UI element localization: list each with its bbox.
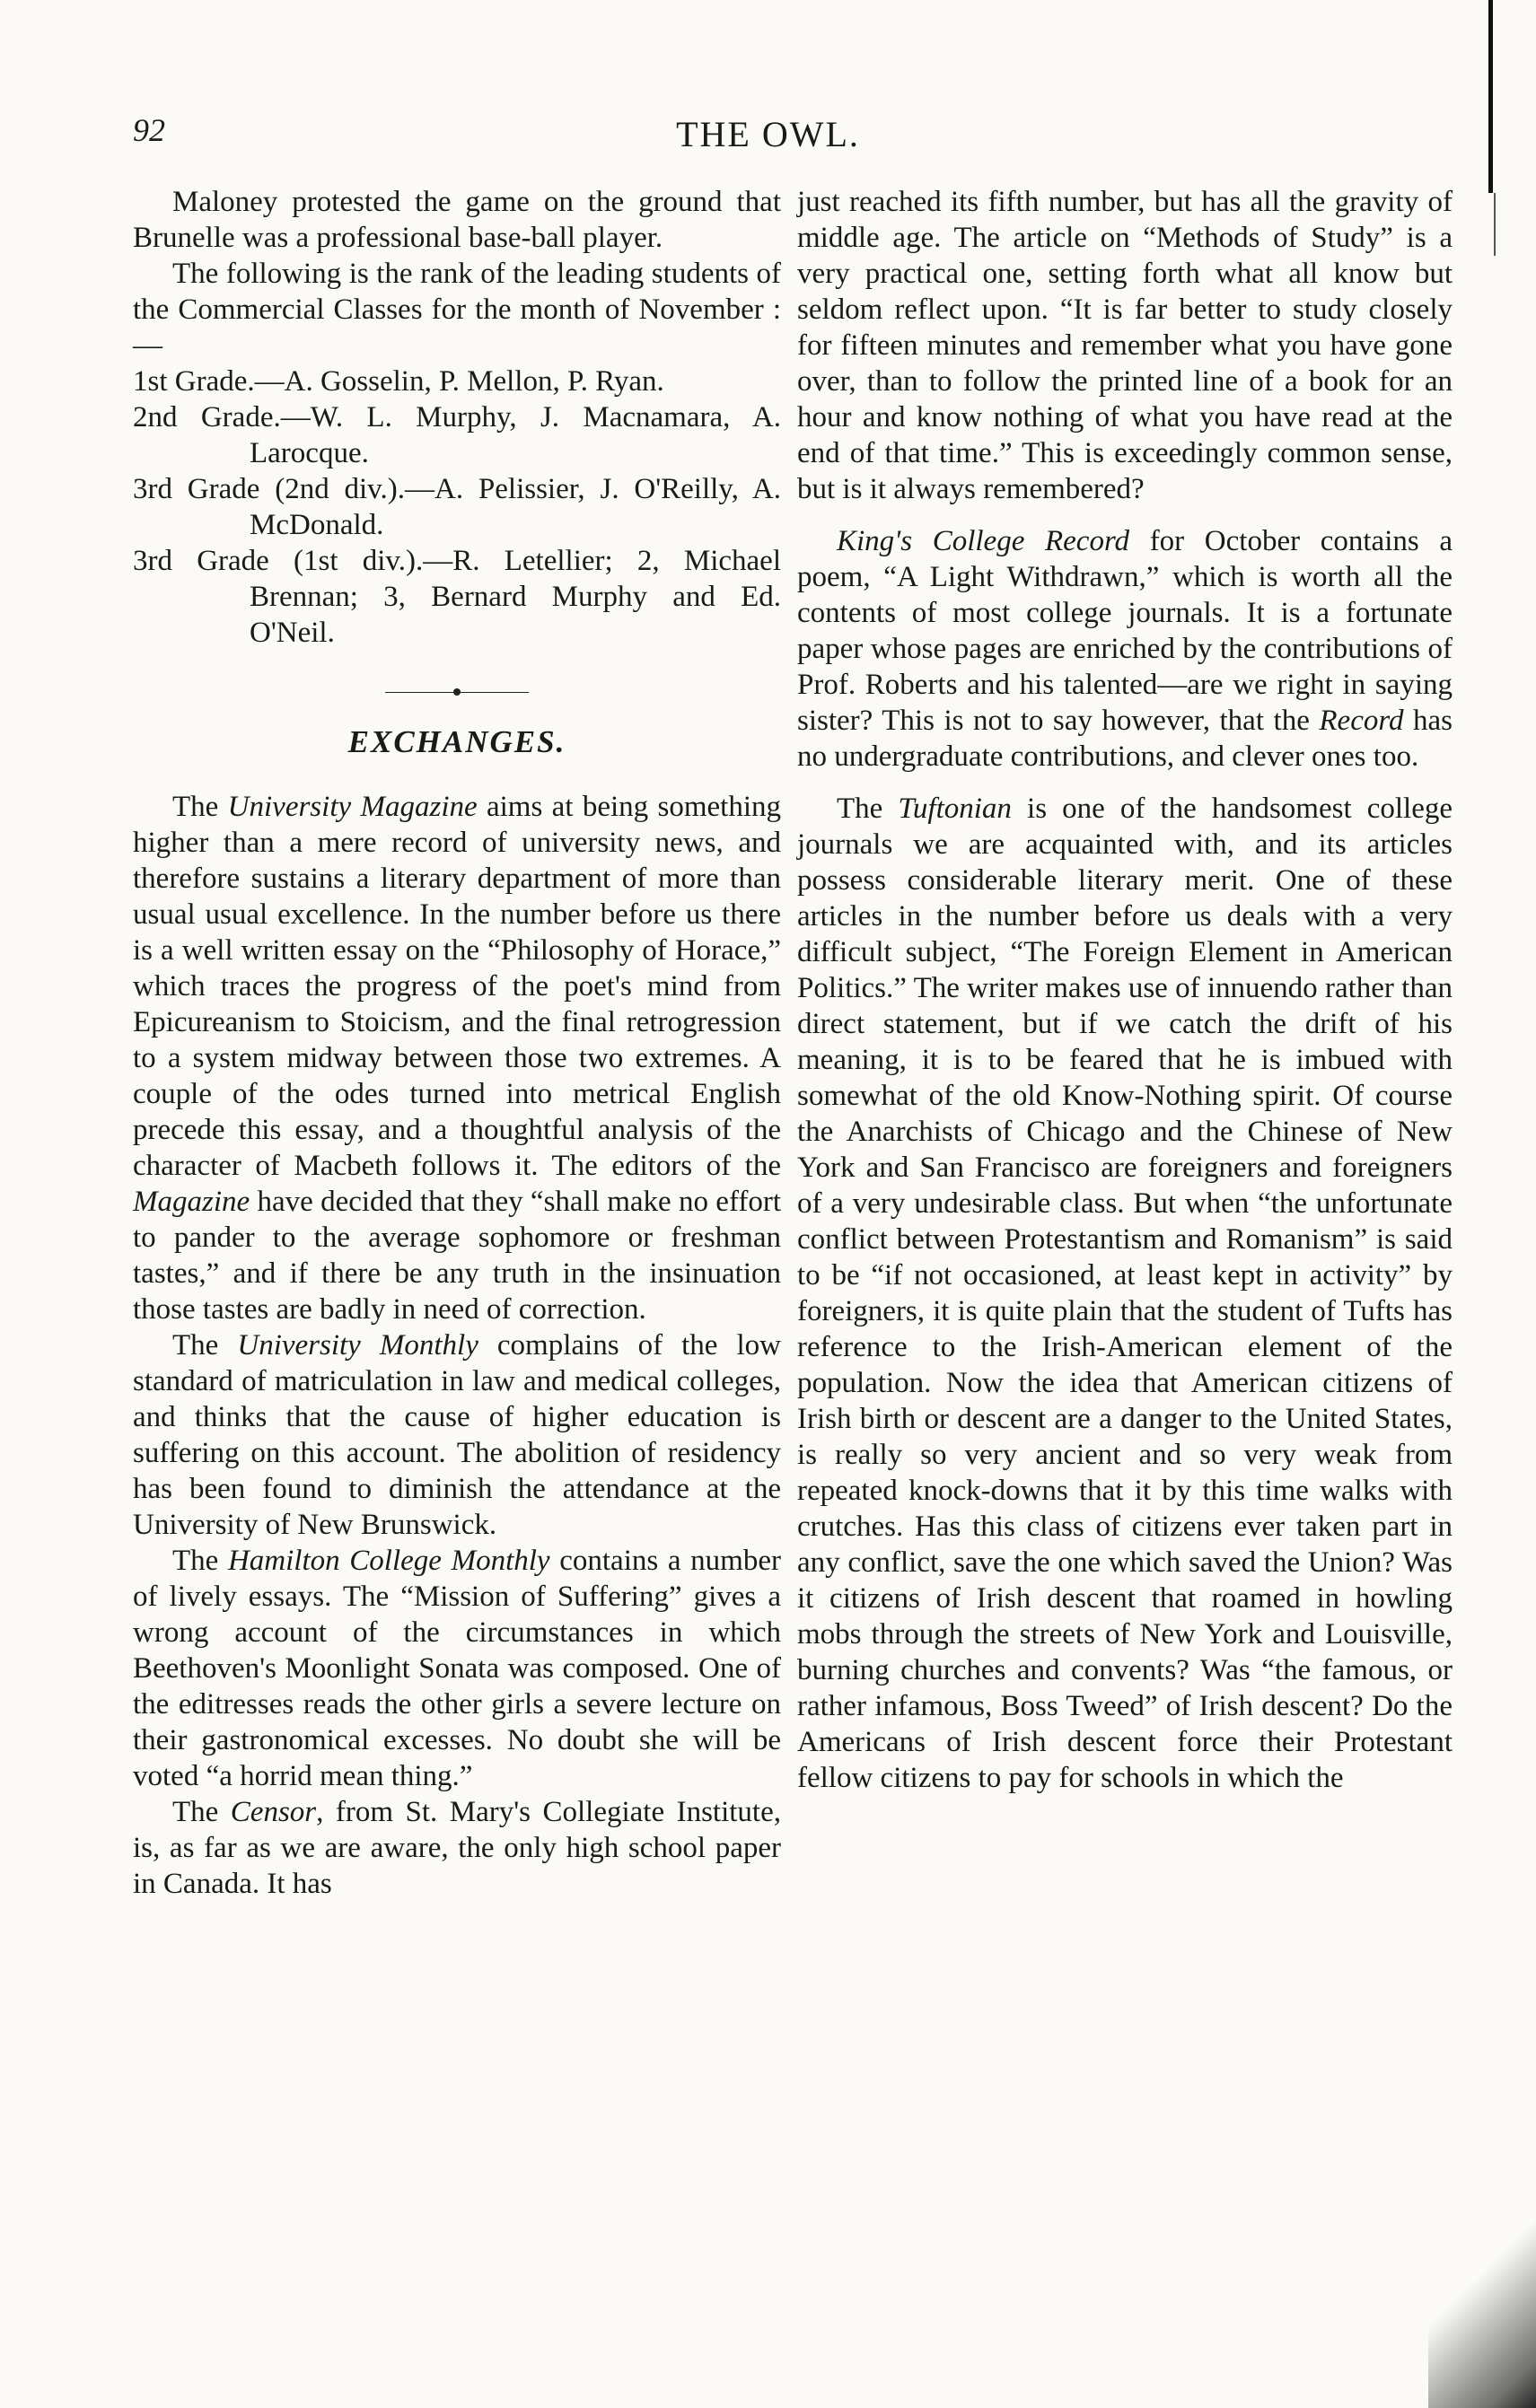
publication-title: Tuftonian: [898, 792, 1012, 825]
publication-title: Hamilton College Monthly: [227, 1545, 550, 1577]
grade-item: 3rd Grade (2nd div.).—A. Pelissier, J. O'Reilly, A. McDonald.: [133, 473, 781, 541]
section-divider: [385, 687, 529, 699]
page-corner-shadow: [1428, 2202, 1536, 2408]
grade-item: 3rd Grade (1st div.).—R. Letellier; 2, Michael Brennan; 3, Bernard Murphy and Ed. O'Neil.: [133, 545, 781, 649]
paragraph-protest: Maloney protested the game on the ground that Brunelle was a professional base-ball player.: [133, 186, 781, 254]
paragraph-university-monthly: The University Monthly complains of the low standard of matriculation in law and medical colleges, and thinks that the cause of higher education is suffering on this account. The abolition of residency has been found to diminish the attendance at the University of New Brunswick.: [133, 1329, 782, 1541]
page-number: 92: [133, 112, 165, 148]
paragraph-kings-college-record: King's College Record for October contains a poem, “A Light Withdrawn,” which is worth all the contents of most college journals. It is a fortunate paper whose pages are enriched by the contributions of Prof. Roberts and his talented—are we right in saying sister? This is not to say however, that the Record has no undergraduate contributions, and clever ones too.: [797, 525, 1453, 773]
paragraph-tuftonian: The Tuftonian is one of the handsomest college journals we are acquainted with, and its articles possess considerable literary merit. One of these articles in the number before us deals with a very difficult subject, “The Foreign Element in American Politics.” The writer makes use of innuendo rather than direct statement, but if we catch the drift of his meaning, it is to be feared that he is imbued with somewhat of the old Know-Nothing spirit. Of course the Anarchists of Chicago and the Chinese of New York and San Francisco are foreigners and foreigners of a very undesirable class. But when “the unfortunate conflict between Protestantism and Romanism” is said to be “if not occasioned, at least kept in activity” by foreigners, it is quite plain that the student of Tufts has reference to the Irish-American element of the population. Now the idea that American citizens of Irish birth or descent are a danger to the United States, is really so very ancient and so very weak from repeated knock-downs that it by this time walks with crutches. Has this class of citizens ever taken part in any conflict, save the one which saved the Union? Was it citizens of Irish descent that roamed in howling mobs through the streets of New York and Louisville, burning churches and convents? Was “the famous, or rather infamous, Boss Tweed” of Irish descent? Do the Americans of Irish descent force their Protestant fellow citizens to pay for schools in which the: [797, 792, 1453, 1794]
paragraph-censor: The Censor, from St. Mary's Collegiate Institute, is, as far as we are aware, the only high school paper in Canada. It has: [133, 1796, 781, 1900]
page-edge-rule: [1494, 193, 1496, 256]
running-title: THE OWL.: [676, 114, 860, 154]
paragraph-university-magazine: The University Magazine aims at being something higher than a mere record of university news, and therefore sustains a literary department of more than usual usual excellence. In the number before us there is a well written essay on the “Philosophy of Horace,” which traces the progress of the poet's mind from Epicureanism to Stoicism, and the final retrogression to a system midway between those two extremes. A couple of the odes turned into metrical English precede this essay, and a thoughtful analysis of the character of Macbeth follows it. The editors of the Magazine have decided that they “shall make no effort to pander to the average sophomore or freshman tastes,” and if there be any truth in the insinuation those tastes are badly in need of correction.: [133, 791, 782, 1326]
paragraph-rank-intro: The following is the rank of the leading students of the Commercial Classes for the month of November :—: [133, 258, 781, 362]
paragraph-censor-continued: just reached its fifth number, but has all the gravity of middle age. The article on “Methods of Study” is a very practical one, setting forth what all know but seldom reflect upon. “It is far better to study closely for fifteen minutes and remember what you have gone over, than to follow the printed line of a book for an hour and know nothing of what you have read at the end of that time.” This is exceedingly common sense, but is it always remembered?: [797, 186, 1453, 505]
page-edge-rule: [1488, 0, 1493, 193]
publication-title: Magazine: [133, 1186, 250, 1218]
paragraph-hamilton-college-monthly: The Hamilton College Monthly contains a number of lively essays. The “Mission of Suffering” gives a wrong account of the circumstances in which Beethoven's Moonlight Sonata was composed. One of the editresses reads the other girls a severe lecture on their gastronomical excesses. No doubt she will be voted “a horrid mean thing.”: [133, 1545, 781, 1792]
grade-item: 2nd Grade.—W. L. Murphy, J. Macnamara, A. Larocque.: [133, 401, 781, 469]
publication-title: King's College Record: [837, 525, 1130, 557]
page-header: [0, 106, 1536, 160]
publication-title: Record: [1319, 705, 1404, 737]
grade-item: 1st Grade.—A. Gosselin, P. Mellon, P. Ryan.: [133, 365, 664, 398]
publication-title: Censor: [230, 1796, 317, 1828]
publication-title: University Monthly: [237, 1329, 478, 1362]
right-column: [797, 184, 1453, 1796]
publication-title: University Magazine: [227, 791, 478, 823]
left-column: [133, 184, 781, 1902]
section-heading-exchanges: EXCHANGES.: [347, 724, 566, 759]
